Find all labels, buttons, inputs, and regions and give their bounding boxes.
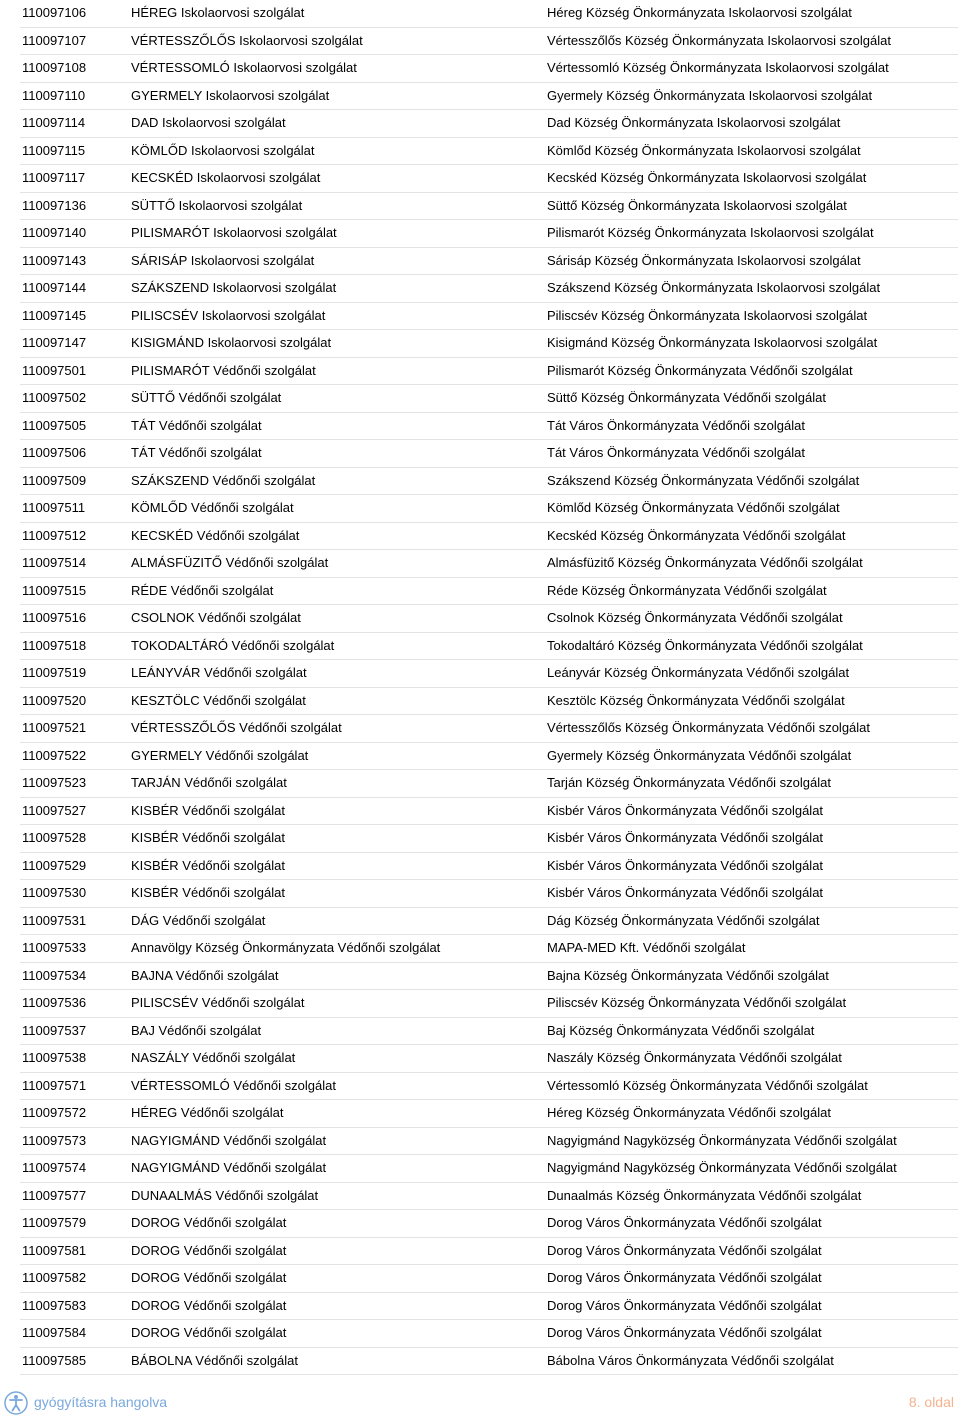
- table-row: [20, 1018, 958, 1046]
- institution-name: GYERMELY Védőnői szolgálat: [131, 747, 309, 763]
- institution-owner: Réde Község Önkormányzata Védőnői szolgálat: [547, 582, 827, 598]
- institution-name: DOROG Védőnői szolgálat: [131, 1242, 287, 1258]
- institution-code: 110097531: [22, 912, 87, 928]
- institution-name: DOROG Védőnői szolgálat: [131, 1325, 287, 1340]
- institution-code: 110097511: [22, 500, 86, 515]
- institution-code: 110097536: [22, 995, 87, 1010]
- brand-slogan: gyógyításra hangolva: [34, 1394, 168, 1410]
- institution-owner: Pilismarót Község Önkormányzata Iskolaorvosi szolgálat: [547, 225, 874, 240]
- accessibility-figure-icon: [4, 1391, 28, 1415]
- institution-owner: Kisbér Város Önkormányzata Védőnői szolgálat: [547, 830, 824, 845]
- table-row: [20, 358, 958, 386]
- table-row: [20, 440, 958, 468]
- institution-name: NAGYIGMÁND Védőnői szolgálat: [131, 1160, 327, 1175]
- institution-name: RÉDE Védőnői szolgálat: [131, 582, 274, 598]
- institution-name: NASZÁLY Védőnői szolgálat: [131, 1050, 296, 1065]
- institution-code: 110097107: [22, 32, 87, 48]
- institution-owner: Almásfüzitő Község Önkormányzata Védőnői szolgálat: [547, 555, 863, 570]
- institution-name: BÁBOLNA Védőnői szolgálat: [131, 1352, 298, 1368]
- institution-code: 110097506: [22, 445, 87, 460]
- institution-name: DOROG Védőnői szolgálat: [131, 1215, 287, 1230]
- institution-owner: Vértessomló Község Önkormányzata Iskolaorvosi szolgálat: [547, 60, 889, 75]
- institution-name: VÉRTESSZŐLŐS Védőnői szolgálat: [131, 720, 342, 735]
- institution-owner: Dorog Város Önkormányzata Védőnői szolgálat: [547, 1215, 822, 1230]
- institution-code: 110097140: [22, 225, 87, 240]
- institution-name: VÉRTESSOMLÓ Iskolaorvosi szolgálat: [131, 60, 357, 75]
- table-row: [20, 578, 958, 606]
- institution-name: KISBÉR Védőnői szolgálat: [131, 830, 285, 845]
- institution-owner: Tát Város Önkormányzata Védőnői szolgálat: [547, 417, 805, 433]
- institution-code: 110097518: [22, 637, 87, 653]
- institution-owner: Vértessomló Község Önkormányzata Védőnői szolgálat: [547, 1077, 868, 1093]
- table-row: [20, 715, 958, 743]
- institution-code: 110097527: [22, 802, 87, 818]
- institution-name: SÁRISÁP Iskolaorvosi szolgálat: [131, 252, 315, 268]
- institution-code: 110097577: [22, 1187, 87, 1203]
- institution-code: 110097117: [22, 170, 86, 185]
- institution-name: CSOLNOK Védőnői szolgálat: [131, 610, 301, 625]
- institution-code: 110097110: [22, 87, 86, 103]
- institution-code: 110097136: [22, 197, 87, 213]
- institution-code: 110097579: [22, 1215, 87, 1230]
- institution-name: TÁT Védőnői szolgálat: [131, 417, 262, 433]
- page-number: 8. oldal: [908, 1394, 954, 1410]
- institution-owner: Nagyigmánd Nagyközség Önkormányzata Védőnői szolgálat: [547, 1160, 897, 1175]
- table-row: [20, 220, 958, 248]
- institution-code: 110097143: [22, 252, 87, 268]
- institution-owner: Dunaalmás Község Önkormányzata Védőnői szolgálat: [547, 1187, 862, 1203]
- table-row: [20, 523, 958, 551]
- institution-name: BAJNA Védőnői szolgálat: [131, 967, 279, 983]
- institution-name: KISBÉR Védőnői szolgálat: [131, 802, 285, 818]
- institution-owner: Kisigmánd Község Önkormányzata Iskolaorvosi szolgálat: [547, 335, 878, 350]
- institution-name: DOROG Védőnői szolgálat: [131, 1297, 287, 1313]
- table-row: [20, 1073, 958, 1101]
- institution-code: 110097523: [22, 775, 87, 790]
- institution-code: 110097521: [22, 720, 87, 735]
- institution-code: 110097514: [22, 555, 87, 570]
- institution-owner: Piliscsév Község Önkormányzata Iskolaorvosi szolgálat: [547, 307, 868, 323]
- institution-code: 110097585: [22, 1352, 87, 1368]
- institution-owner: Kesztölc Község Önkormányzata Védőnői szolgálat: [547, 692, 845, 708]
- institution-code: 110097529: [22, 857, 87, 873]
- institution-code: 110097515: [22, 582, 87, 598]
- table-row: [20, 0, 958, 28]
- institution-owner: Süttő Község Önkormányzata Védőnői szolgálat: [547, 390, 826, 405]
- institution-code: 110097501: [22, 362, 87, 378]
- institution-owner: Dorog Város Önkormányzata Védőnői szolgálat: [547, 1270, 822, 1285]
- table-row: [20, 688, 958, 716]
- institution-name: SZÁKSZEND Iskolaorvosi szolgálat: [131, 280, 337, 295]
- table-row: [20, 468, 958, 496]
- institution-owner: Kecskéd Község Önkormányzata Védőnői szolgálat: [547, 527, 846, 543]
- institution-code: 110097530: [22, 885, 87, 900]
- institution-code: 110097108: [22, 60, 87, 75]
- institution-code: 110097584: [22, 1325, 87, 1340]
- institution-code: 110097572: [22, 1105, 87, 1120]
- institution-code: 110097516: [22, 610, 87, 625]
- institution-name: ALMÁSFÜZITŐ Védőnői szolgálat: [131, 555, 329, 570]
- institution-code: 110097505: [22, 417, 87, 433]
- institution-owner: Csolnok Község Önkormányzata Védőnői szolgálat: [547, 610, 843, 625]
- institution-name: KECSKÉD Védőnői szolgálat: [131, 527, 300, 543]
- institution-code: 110097534: [22, 967, 87, 983]
- institution-code: 110097502: [22, 390, 87, 405]
- institution-owner: Vértesszőlős Község Önkormányzata Védőnői szolgálat: [547, 720, 871, 735]
- institution-code: 110097582: [22, 1270, 87, 1285]
- institution-owner: Bajna Község Önkormányzata Védőnői szolgálat: [547, 967, 829, 983]
- table-row: [20, 770, 958, 798]
- institution-code: 110097519: [22, 665, 87, 680]
- institution-owner: Pilismarót Község Önkormányzata Védőnői szolgálat: [547, 362, 853, 378]
- institution-owner: Tarján Község Önkormányzata Védőnői szolgálat: [547, 775, 831, 790]
- table-row: [20, 963, 958, 991]
- institution-owner: Nagyigmánd Nagyközség Önkormányzata Védőnői szolgálat: [547, 1132, 897, 1148]
- institution-owner: Sárisáp Község Önkormányzata Iskolaorvosi szolgálat: [547, 252, 861, 268]
- table-row: [20, 1238, 958, 1266]
- institution-owner: Dorog Város Önkormányzata Védőnői szolgálat: [547, 1325, 822, 1340]
- institution-code: 110097520: [22, 692, 87, 708]
- table-row: [20, 743, 958, 771]
- table-row: [20, 1183, 958, 1211]
- institution-code: 110097114: [22, 115, 86, 130]
- institution-owner: Kisbér Város Önkormányzata Védőnői szolgálat: [547, 802, 824, 818]
- table-row: [20, 853, 958, 881]
- institution-code: 110097583: [22, 1297, 87, 1313]
- institution-code: 110097144: [22, 280, 87, 295]
- table-row: [20, 550, 958, 578]
- institution-name: KISBÉR Védőnői szolgálat: [131, 857, 285, 873]
- institution-name: KÖMLŐD Védőnői szolgálat: [131, 500, 294, 515]
- institution-owner: Szákszend Község Önkormányzata Védőnői szolgálat: [547, 472, 860, 488]
- table-row: [20, 413, 958, 441]
- table-row: [20, 55, 958, 83]
- institution-code: 110097581: [22, 1242, 87, 1258]
- institution-owner: Dág Község Önkormányzata Védőnői szolgálat: [547, 912, 820, 928]
- institution-name: LEÁNYVÁR Védőnői szolgálat: [131, 665, 307, 680]
- institution-name: DOROG Védőnői szolgálat: [131, 1270, 287, 1285]
- table-row: [20, 1210, 958, 1238]
- institution-code: 110097537: [22, 1022, 87, 1038]
- table-row: [20, 1155, 958, 1183]
- institution-name: PILISMARÓT Védőnői szolgálat: [131, 362, 316, 378]
- institution-name: Annavölgy Község Önkormányzata Védőnői szolgálat: [131, 940, 441, 955]
- institution-owner: Kömlőd Község Önkormányzata Iskolaorvosi szolgálat: [547, 142, 861, 158]
- institution-name: KISIGMÁND Iskolaorvosi szolgálat: [131, 335, 332, 350]
- table-row: [20, 990, 958, 1018]
- institution-code: 110097538: [22, 1050, 87, 1065]
- table-row: [20, 1045, 958, 1073]
- table-row: [20, 1265, 958, 1293]
- table-row: [20, 1293, 958, 1321]
- institution-name: PILISCSÉV Védőnői szolgálat: [131, 995, 305, 1010]
- institution-name: DUNAALMÁS Védőnői szolgálat: [131, 1187, 319, 1203]
- institution-name: PILISMARÓT Iskolaorvosi szolgálat: [131, 225, 337, 240]
- institution-name: GYERMELY Iskolaorvosi szolgálat: [131, 87, 330, 103]
- institution-code: 110097574: [22, 1160, 87, 1175]
- table-row: [20, 138, 958, 166]
- institution-code: 110097509: [22, 472, 87, 488]
- institution-code: 110097571: [22, 1077, 87, 1093]
- table-row: [20, 248, 958, 276]
- institution-owner: Szákszend Község Önkormányzata Iskolaorvosi szolgálat: [547, 280, 881, 295]
- institution-owner: Piliscsév Község Önkormányzata Védőnői szolgálat: [547, 995, 847, 1010]
- institution-owner: Baj Község Önkormányzata Védőnői szolgálat: [547, 1022, 815, 1038]
- institution-name: TARJÁN Védőnői szolgálat: [131, 775, 287, 790]
- institution-code: 110097522: [22, 747, 87, 763]
- table-row: [20, 193, 958, 221]
- table-row: [20, 1128, 958, 1156]
- institution-owner: Gyermely Község Önkormányzata Iskolaorvosi szolgálat: [547, 87, 873, 103]
- table-row: [20, 385, 958, 413]
- institution-name: SÜTTŐ Iskolaorvosi szolgálat: [131, 197, 303, 213]
- institution-code: 110097528: [22, 830, 87, 845]
- institution-owner: Kecskéd Község Önkormányzata Iskolaorvosi szolgálat: [547, 170, 867, 185]
- table-row: [20, 28, 958, 56]
- institution-owner: Kisbér Város Önkormányzata Védőnői szolgálat: [547, 885, 824, 900]
- table-row: [20, 83, 958, 111]
- table-row: [20, 605, 958, 633]
- table-row: [20, 825, 958, 853]
- table-row: [20, 303, 958, 331]
- institution-name: TÁT Védőnői szolgálat: [131, 445, 262, 460]
- institution-owner: Leányvár Község Önkormányzata Védőnői szolgálat: [547, 665, 850, 680]
- institution-name: KECSKÉD Iskolaorvosi szolgálat: [131, 170, 321, 185]
- institution-name: HÉREG Védőnői szolgálat: [131, 1105, 284, 1120]
- institution-name: DAD Iskolaorvosi szolgálat: [131, 115, 286, 130]
- institution-code: 110097533: [22, 940, 87, 955]
- institution-owner: Süttő Község Önkormányzata Iskolaorvosi szolgálat: [547, 197, 847, 213]
- institution-name: NAGYIGMÁND Védőnői szolgálat: [131, 1132, 327, 1148]
- table-row: [20, 880, 958, 908]
- institution-name: PILISCSÉV Iskolaorvosi szolgálat: [131, 307, 326, 323]
- table-row: [20, 1320, 958, 1348]
- institution-owner: Dorog Város Önkormányzata Védőnői szolgálat: [547, 1297, 822, 1313]
- institution-owner: Naszály Község Önkormányzata Védőnői szolgálat: [547, 1050, 842, 1065]
- institution-name: VÉRTESSOMLÓ Védőnői szolgálat: [131, 1077, 336, 1093]
- table-row: [20, 330, 958, 358]
- institution-code: 110097573: [22, 1132, 87, 1148]
- institution-owner: Tokodaltáró Község Önkormányzata Védőnői szolgálat: [547, 637, 863, 653]
- institution-owner: Kisbér Város Önkormányzata Védőnői szolgálat: [547, 857, 824, 873]
- institution-code: 110097106: [22, 5, 87, 20]
- institution-owner: Héreg Község Önkormányzata Védőnői szolgálat: [547, 1105, 831, 1120]
- institution-name: KISBÉR Védőnői szolgálat: [131, 885, 285, 900]
- institution-name: SZÁKSZEND Védőnői szolgálat: [131, 472, 316, 488]
- table-row: [20, 633, 958, 661]
- institution-name: HÉREG Iskolaorvosi szolgálat: [131, 5, 305, 20]
- institution-name: BAJ Védőnői szolgálat: [131, 1022, 262, 1038]
- institution-owner: Héreg Község Önkormányzata Iskolaorvosi szolgálat: [547, 5, 852, 20]
- institution-owner: Dorog Város Önkormányzata Védőnői szolgálat: [547, 1242, 822, 1258]
- table-row: [20, 935, 958, 963]
- table-row: [20, 110, 958, 138]
- institution-owner: Gyermely Község Önkormányzata Védőnői szolgálat: [547, 747, 852, 763]
- table-row: [20, 1100, 958, 1128]
- institution-code: 110097512: [22, 527, 87, 543]
- table-row: [20, 275, 958, 303]
- table-row: [20, 660, 958, 688]
- table-row: [20, 495, 958, 523]
- institution-code: 110097145: [22, 307, 87, 323]
- institution-name: KÖMLŐD Iskolaorvosi szolgálat: [131, 142, 315, 158]
- institution-table: [20, 0, 958, 1375]
- institution-name: DÁG Védőnői szolgálat: [131, 912, 266, 928]
- institution-name: TOKODALTÁRÓ Védőnői szolgálat: [131, 637, 335, 653]
- institution-code: 110097115: [22, 142, 86, 158]
- institution-name: VÉRTESSZŐLŐS Iskolaorvosi szolgálat: [131, 32, 363, 48]
- institution-owner: MAPA-MED Kft. Védőnői szolgálat: [547, 940, 746, 955]
- table-row: [20, 798, 958, 826]
- table-row: [20, 1348, 958, 1376]
- table-row: [20, 908, 958, 936]
- institution-owner: Kömlőd Község Önkormányzata Védőnői szolgálat: [547, 500, 840, 515]
- institution-name: SÜTTŐ Védőnői szolgálat: [131, 390, 282, 405]
- institution-owner: Vértesszőlős Község Önkormányzata Iskolaorvosi szolgálat: [547, 32, 891, 48]
- institution-code: 110097147: [22, 335, 87, 350]
- institution-name: KESZTÖLC Védőnői szolgálat: [131, 692, 306, 708]
- institution-owner: Bábolna Város Önkormányzata Védőnői szolgálat: [547, 1352, 834, 1368]
- institution-owner: Dad Község Önkormányzata Iskolaorvosi szolgálat: [547, 115, 841, 130]
- table-row: [20, 165, 958, 193]
- institution-owner: Tát Város Önkormányzata Védőnői szolgálat: [547, 445, 805, 460]
- page-footer: [0, 1388, 960, 1420]
